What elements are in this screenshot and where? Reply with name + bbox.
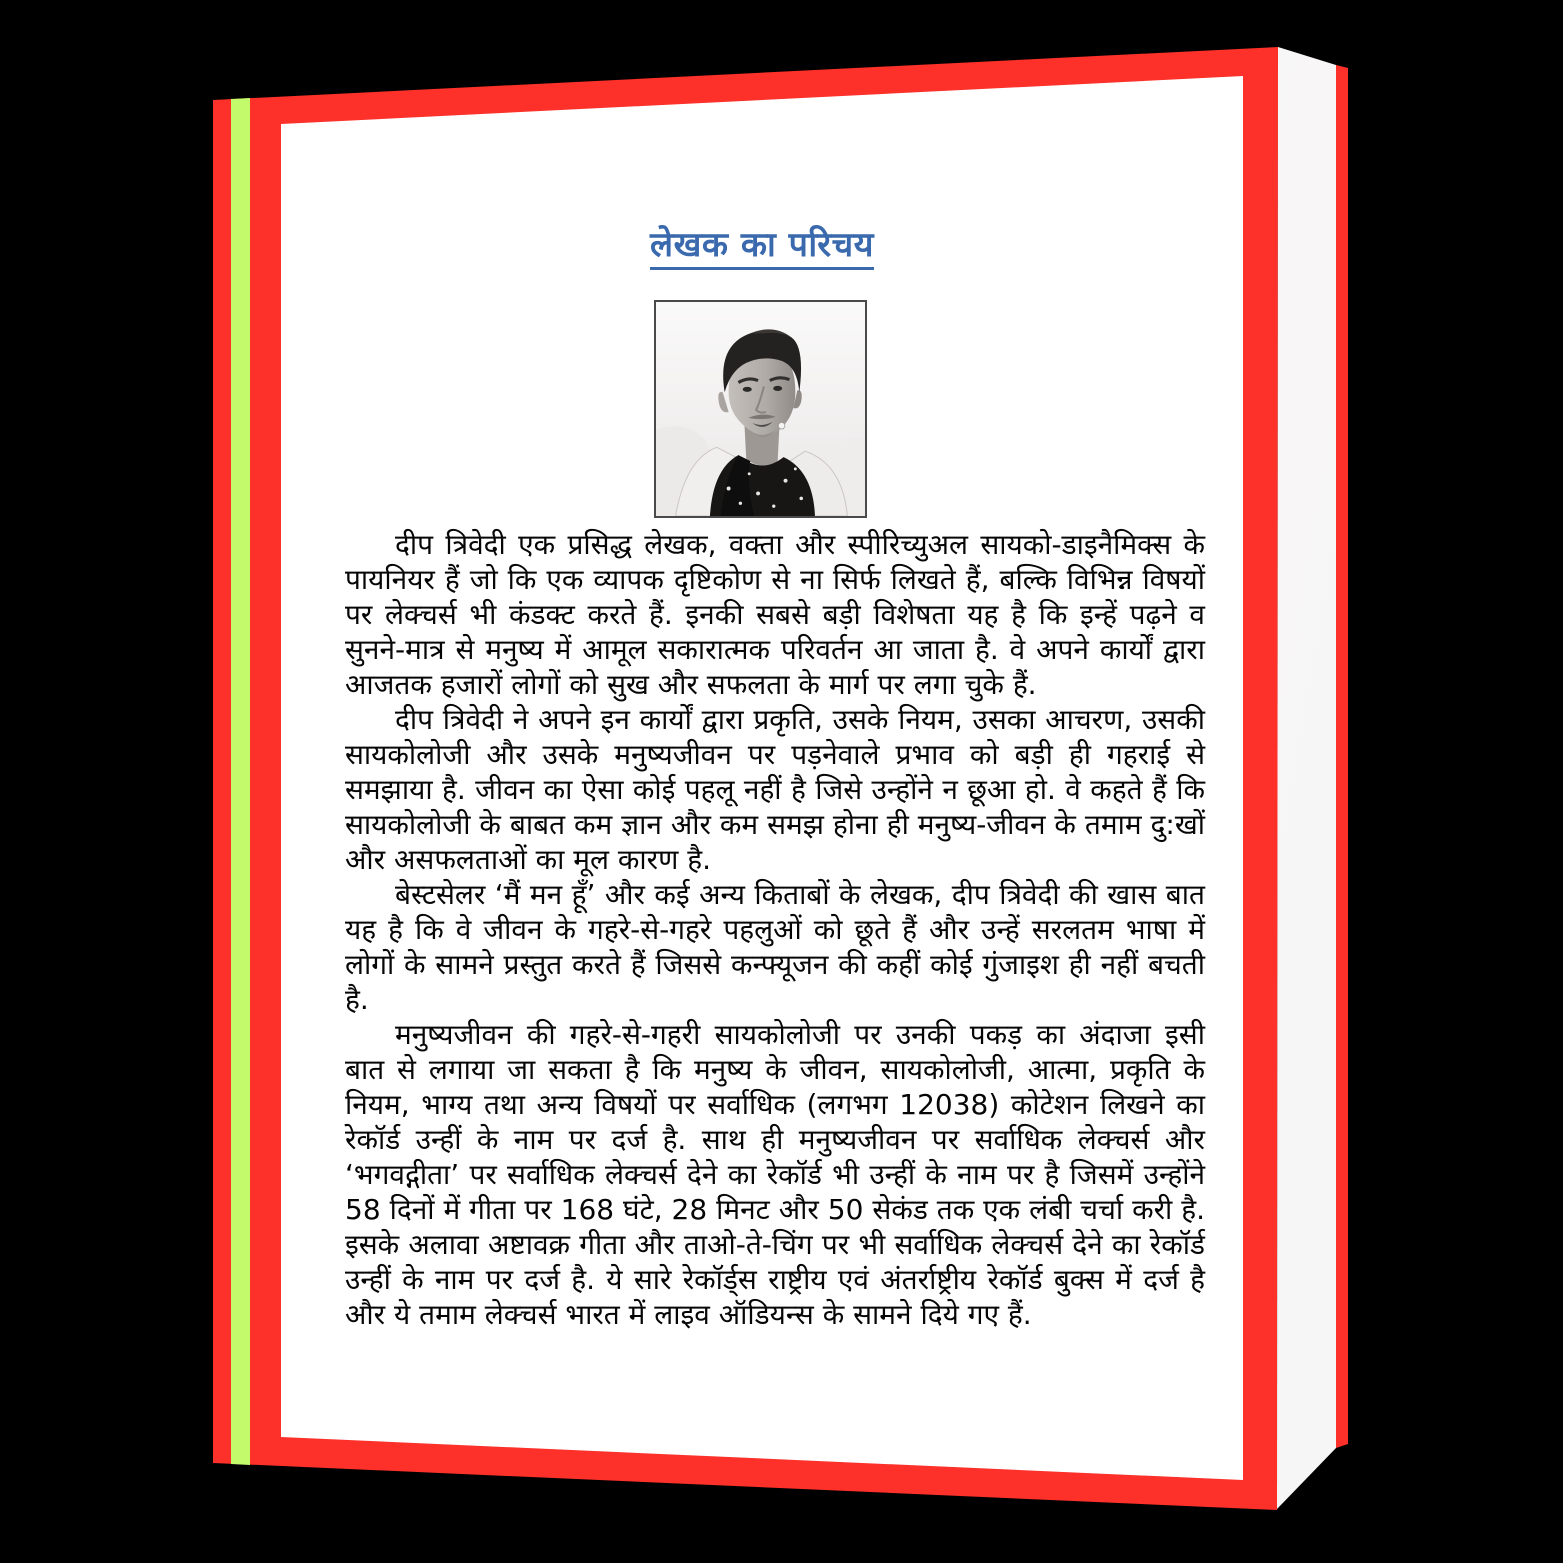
author-photo [654,300,867,518]
mic [778,422,785,429]
paragraph-1: दीप त्रिवेदी एक प्रसिद्ध लेखक, वक्ता और स्पीरिच्युअल सायको-डाइनैमिक्स के पायनियर हैं जो कि एक व्यापक दृष्टिकोण से ना सिर्फ लिखते हैं, बल्कि विभिन्न विषयों पर लेक्चर्स भी कंडक्ट करते हैं. इनकी सबसे बड़ी विशेषता यह है कि इन्हें पढ़ने व सुनने-मात्र से मनुष्य में आमूल सकारात्मक परिवर्तन आ जाता है. वे अपने कार्यों द्वारा आजतक हजारों लोगों को सुख और सफलता के मार्ग पर लगा चुके हैं. [345,528,1205,701]
eye-right [773,386,782,391]
paragraph-2: दीप त्रिवेदी ने अपने इन कार्यों द्वारा प्रकृति, उसके नियम, उसका आचरण, उसकी सायकोलोजी और उसके मनुष्यजीवन पर पड़नेवाले प्रभाव को बड़ी ही गहराई से समझाया है. जीवन का ऐसा कोई पहलू नहीं है जिसे उन्होंने न छूआ हो. वे कहते हैं कि सायकोलोजी के बाबत कम ज्ञान और कम समझ होना ही मनुष्य-जीवन के तमाम दु:खों और असफलताओं का मूल कारण है. [345,703,1205,876]
author-portrait-illustration [656,302,865,516]
author-bio-text [345,527,1205,1332]
paragraph-4: मनुष्यजीवन की गहरे-से-गहरी सायकोलोजी पर उनकी पकड़ का अंदाजा इसी बात से लगाया जा सकता है कि मनुष्य के जीवन, सायकोलोजी, आत्मा, प्रकृति के नियम, भाग्य तथा अन्य विषयों पर सर्वाधिक (लगभग 12038) कोटेशन लिखने का रेकॉर्ड उन्हीं के नाम पर दर्ज है. साथ ही मनुष्यजीवन पर सर्वाधिक लेक्चर्स और ‘भगवद्गीता’ पर सर्वाधिक लेक्चर्स देने का रेकॉर्ड भी उन्हीं के नाम पर है जिसमें उन्होंने 58 दिनों में गीता पर 168 घंटे, 28 मिनट और 50 सेकंड तक एक लंबी चर्चा करी है. इसके अलावा अष्टावक्र गीता और ताओ-ते-चिंग पर भी सर्वाधिक लेक्चर्स देने का रेकॉर्ड उन्हीं के नाम पर दर्ज है. ये सारे रेकॉर्ड्स राष्ट्रीय एवं अंतर्राष्ट्रीय रेकॉर्ड बुक्स में दर्ज है और ये तमाम लेक्चर्स भारत में लाइव ऑडियन्स के सामने दिये गए हैं. [345,1018,1205,1331]
page-title: लेखक का परिचय [650,220,874,270]
page-title-wrap [281,220,1243,270]
paragraph-3: बेस्टसेलर ‘मैं मन हूँ’ और कई अन्य किताबों के लेखक, दीप त्रिवेदी की खास बात यह है कि वे जीवन के गहरे-से-गहरे पहलुओं को छूते हैं और उन्हें सरलतम भाषा में लोगों के सामने प्रस्तुत करते हैं जिससे कन्फ्यूजन की कहीं कोई गुंजाइश ही नहीं बचती है. [345,878,1205,1016]
eye-left [743,387,752,392]
